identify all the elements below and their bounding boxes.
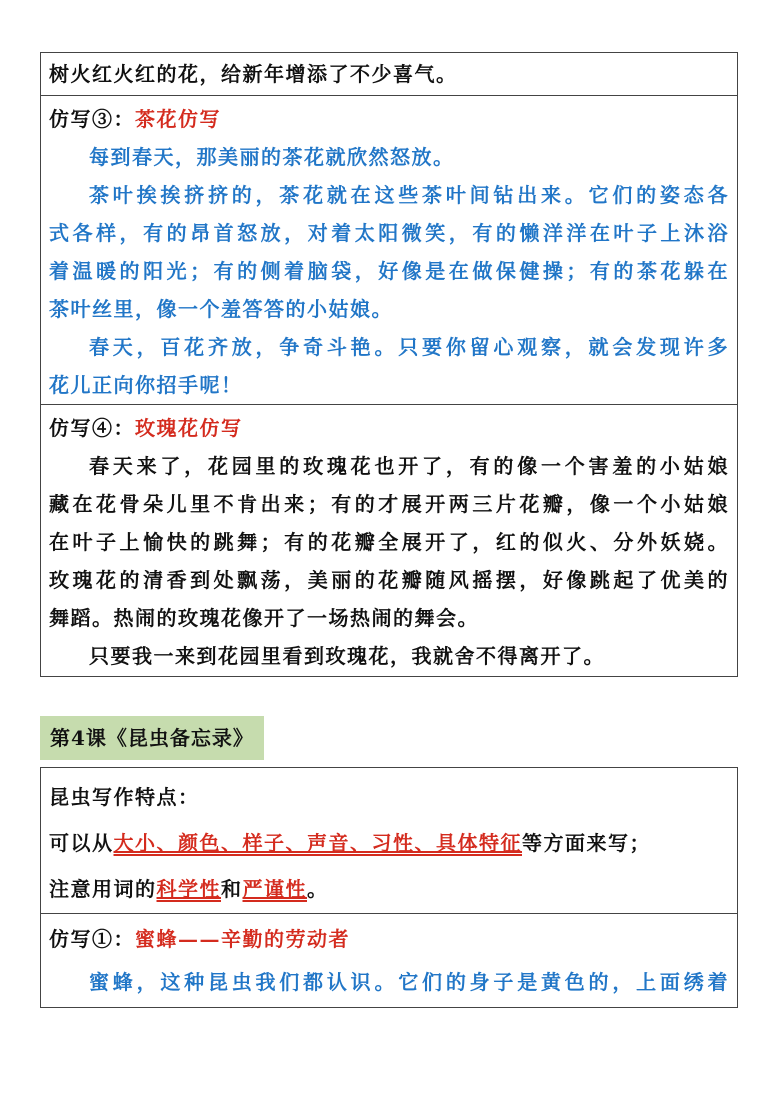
- imitation-3-line: 茶叶丝里，像一个羞答答的小姑娘。: [49, 297, 393, 321]
- wording-and: 和: [221, 877, 243, 901]
- cell-imitation-4: [41, 404, 737, 676]
- wording-rigorous: 严谨性: [242, 877, 307, 901]
- text-box-flowers: [40, 52, 738, 677]
- imitation-4-line: 藏在花骨朵儿里不肯出来；有的才展开两三片花瓣，像一个小姑娘: [49, 492, 729, 516]
- imitation-4-line: 在叶子上愉快的跳舞；有的花瓣全展开了，红的似火、分外妖娆。: [49, 530, 729, 554]
- imitation-4-line: 舞蹈。热闹的玫瑰花像开了一场热闹的舞会。: [49, 606, 479, 630]
- imitation-3-line: 茶叶挨挨挤挤的，茶花就在这些茶叶间钻出来。它们的姿态各: [89, 183, 729, 207]
- imitation-4-line: 春天来了，花园里的玫瑰花也开了，有的像一个害羞的小姑娘: [89, 454, 729, 478]
- imitation-1-prefix: 仿写①：: [49, 927, 135, 951]
- imitation-1-line: 蜜蜂，这种昆虫我们都认识。它们的身子是黄色的，上面绣着: [89, 970, 729, 994]
- imitation-3-line: 每到春天，那美丽的茶花就欣然怒放。: [89, 145, 455, 169]
- text-box-insects: [40, 767, 738, 1008]
- imitation-3-heading: [49, 100, 729, 138]
- imitation-4-prefix: 仿写④：: [49, 416, 135, 440]
- imitation-4-line: 玫瑰花的清香到处飘荡，美丽的花瓣随风摇摆，好像跳起了优美的: [49, 568, 729, 592]
- wording-scientific: 科学性: [156, 877, 221, 901]
- imitation-1-heading: [49, 918, 729, 960]
- aspects-before: 可以从: [49, 831, 114, 855]
- imitation-4-heading: [49, 409, 729, 447]
- imitation-3-line: 春天，百花齐放，争奇斗艳。只要你留心观察，就会发现许多: [89, 335, 729, 359]
- imitation-4-line: 只要我一来到花园里看到玫瑰花，我就舍不得离开了。: [89, 644, 605, 668]
- imitation-4-title: 玫瑰花仿写: [135, 416, 243, 440]
- cell-writing-features: [41, 768, 737, 913]
- aspects-after: 等方面来写；: [522, 831, 651, 855]
- wording-before: 注意用词的: [49, 877, 157, 901]
- cell-top-line: [41, 53, 737, 95]
- top-line-text: 树火红火红的花，给新年增添了不少喜气。: [49, 62, 458, 86]
- wording-end: 。: [307, 877, 329, 901]
- imitation-1-title: 蜜蜂——辛勤的劳动者: [135, 927, 350, 951]
- aspects-highlight: 大小、颜色、样子、声音、习性、具体特征: [113, 831, 522, 855]
- imitation-3-line: 着温暖的阳光；有的侧着脑袋，好像是在做保健操；有的茶花躲在: [49, 259, 729, 283]
- imitation-3-title: 茶花仿写: [135, 107, 221, 131]
- features-heading: 昆虫写作特点：: [49, 785, 200, 809]
- imitation-3-line: 花儿正向你招手呢！: [49, 373, 243, 397]
- imitation-3-line: 式各样，有的昂首怒放，对着太阳微笑，有的懒洋洋在叶子上沐浴: [49, 221, 729, 245]
- lesson-heading: 第4课《昆虫备忘录》: [40, 716, 264, 760]
- features-aspects-line: [49, 820, 729, 866]
- imitation-3-prefix: 仿写③：: [49, 107, 135, 131]
- cell-imitation-3: [41, 95, 737, 404]
- cell-imitation-1: [41, 913, 737, 1007]
- features-wording-line: [49, 866, 729, 912]
